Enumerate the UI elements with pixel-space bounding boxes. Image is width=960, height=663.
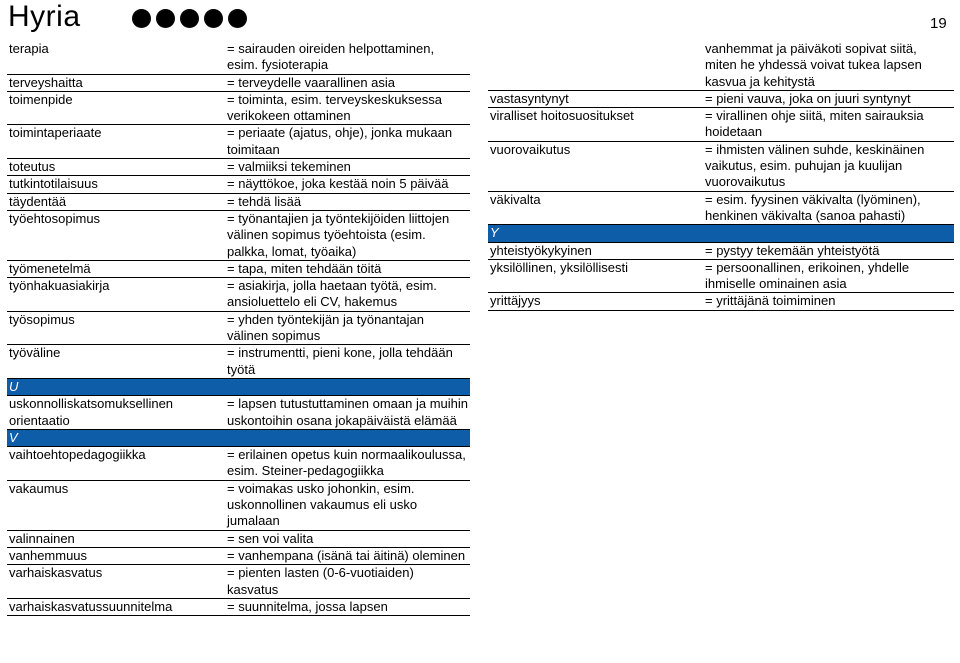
glossary-definition: = asiakirja, jolla haetaan työtä, esim. ansioluettelo eli CV, hakemus [225, 278, 470, 312]
logo-dot [156, 9, 175, 28]
glossary-term: vaihtoehtopedagogiikka [7, 447, 225, 481]
glossary-row [7, 74, 470, 91]
glossary-definition: = voimakas usko johonkin, esim. uskonnollinen vakaumus eli usko jumalaan [225, 480, 470, 530]
glossary-row [7, 91, 470, 125]
glossary-term: vastasyntynyt [488, 90, 703, 107]
glossary-term: valinnainen [7, 530, 225, 547]
glossary-row [7, 176, 470, 193]
section-header [488, 225, 954, 242]
glossary-definition: = persoonallinen, erikoinen, yhdelle ihmiselle ominainen asia [703, 259, 954, 293]
glossary-definition: = valmiiksi tekeminen [225, 159, 470, 176]
glossary-row [7, 396, 470, 430]
glossary-term: yrittäjyys [488, 293, 703, 310]
glossary-term: vanhemmuus [7, 547, 225, 564]
glossary-row [488, 242, 954, 259]
glossary-definition: = pieni vauva, joka on juuri syntynyt [703, 90, 954, 107]
glossary-term: toimintaperiaate [7, 125, 225, 159]
glossary-term: täydentää [7, 193, 225, 210]
glossary-term: vuorovaikutus [488, 141, 703, 191]
glossary-term: uskonnolliskatsomuksellinen orientaatio [7, 396, 225, 430]
section-letter: V [7, 429, 470, 446]
glossary-definition: vanhemmat ja päiväkoti sopivat siitä, miten he yhdessä voivat tukea lapsen kasvua ja kehitystä [703, 41, 954, 90]
logo-dot [204, 9, 223, 28]
glossary-term: työmenetelmä [7, 260, 225, 277]
glossary-term: työnhakuasiakirja [7, 278, 225, 312]
glossary-row [488, 90, 954, 107]
section-letter: U [7, 378, 470, 395]
glossary-row [7, 565, 470, 599]
glossary-row [7, 260, 470, 277]
glossary-definition: = yrittäjänä toimiminen [703, 293, 954, 310]
glossary-row [7, 345, 470, 379]
glossary-row [7, 311, 470, 345]
glossary-row [7, 210, 470, 260]
glossary-term [488, 41, 703, 90]
glossary-row [7, 125, 470, 159]
glossary-definition: = tehdä lisää [225, 193, 470, 210]
glossary-term: työehtosopimus [7, 210, 225, 260]
glossary-definition: = lapsen tutustuttaminen omaan ja muihin uskontoihin osana jokapäiväistä elämää [227, 396, 469, 428]
page-number: 19 [930, 15, 947, 32]
section-letter: Y [488, 225, 954, 242]
logo-dot [180, 9, 199, 28]
glossary-left-column [7, 41, 470, 616]
glossary-definition: = sairauden oireiden helpottaminen, esim. fysioterapia [225, 41, 470, 74]
glossary-term: väkivalta [488, 191, 703, 225]
glossary-definition: = näyttökoe, joka kestää noin 5 päivää [225, 176, 470, 193]
glossary-term: toimenpide [7, 91, 225, 125]
glossary-definition: = sen voi valita [225, 530, 470, 547]
glossary-term: työsopimus [7, 311, 225, 345]
glossary-row [7, 193, 470, 210]
glossary-table-left [7, 41, 470, 616]
logo-dot [132, 9, 151, 28]
section-header [7, 429, 470, 446]
glossary-definition: = toiminta, esim. terveyskeskuksessa verikokeen ottaminen [225, 91, 470, 125]
glossary-term: tutkintotilaisuus [7, 176, 225, 193]
glossary-definition: = esim. fyysinen väkivalta (lyöminen), henkinen väkivalta (sanoa pahasti) [703, 191, 954, 225]
glossary-definition: = periaate (ajatus, ohje), jonka mukaan toimitaan [225, 125, 470, 159]
glossary-row [7, 530, 470, 547]
glossary-row [7, 480, 470, 530]
glossary-row [488, 293, 954, 310]
logo-dot [228, 9, 247, 28]
glossary-term: varhaiskasvatus [7, 565, 225, 599]
glossary-table-right [488, 41, 954, 311]
glossary-definition: = pystyy tekemään yhteistyötä [703, 242, 954, 259]
glossary-row [488, 191, 954, 225]
glossary-definition: = ihmisten välinen suhde, keskinäinen vaikutus, esim. puhujan ja kuulijan vuorovaikutus [703, 141, 954, 191]
glossary-definition: = terveydelle vaarallinen asia [225, 74, 470, 91]
hyria-logo: Hyria [8, 0, 81, 33]
glossary-definition: = pienten lasten (0-6-vuotiaiden) kasvatus [225, 565, 470, 599]
glossary-term: yhteistyökykyinen [488, 242, 703, 259]
logo-dots [132, 9, 247, 28]
glossary-term: terveyshaitta [7, 74, 225, 91]
glossary-term: yksilöllinen, yksilöllisesti [488, 259, 703, 293]
glossary-definition: = instrumentti, pieni kone, jolla tehdään työtä [225, 345, 470, 379]
glossary-definition: = yhden työntekijän ja työnantajan välinen sopimus [225, 311, 470, 345]
glossary-row [7, 159, 470, 176]
glossary-definition: = työnantajien ja työntekijöiden liittojen välinen sopimus työehtoista (esim. palkka, lomat, työaika) [225, 210, 470, 260]
glossary-term: vakaumus [7, 480, 225, 530]
glossary-definition: = tapa, miten tehdään töitä [225, 260, 470, 277]
glossary-right-column [488, 41, 954, 311]
glossary-row [7, 598, 470, 615]
glossary-row [488, 41, 954, 90]
glossary-row [7, 41, 470, 74]
glossary-row [7, 447, 470, 481]
glossary-definition: = suunnitelma, jossa lapsen [225, 598, 470, 615]
glossary-definition: = virallinen ohje siitä, miten sairauksia hoidetaan [703, 108, 954, 142]
glossary-term: terapia [7, 41, 225, 74]
glossary-row [7, 547, 470, 564]
glossary-row [488, 259, 954, 293]
glossary-row [7, 278, 470, 312]
glossary-term: viralliset hoitosuositukset [488, 108, 703, 142]
section-header [7, 378, 470, 395]
glossary-row [488, 141, 954, 191]
glossary-term: varhaiskasvatussuunnitelma [7, 598, 225, 615]
glossary-row [488, 108, 954, 142]
glossary-term: työväline [7, 345, 225, 379]
glossary-definition: = erilainen opetus kuin normaalikoulussa, esim. Steiner-pedagogiikka [225, 447, 470, 481]
glossary-definition: = vanhempana (isänä tai äitinä) oleminen [225, 547, 470, 564]
glossary-term: toteutus [7, 159, 225, 176]
page-header [0, 0, 960, 38]
